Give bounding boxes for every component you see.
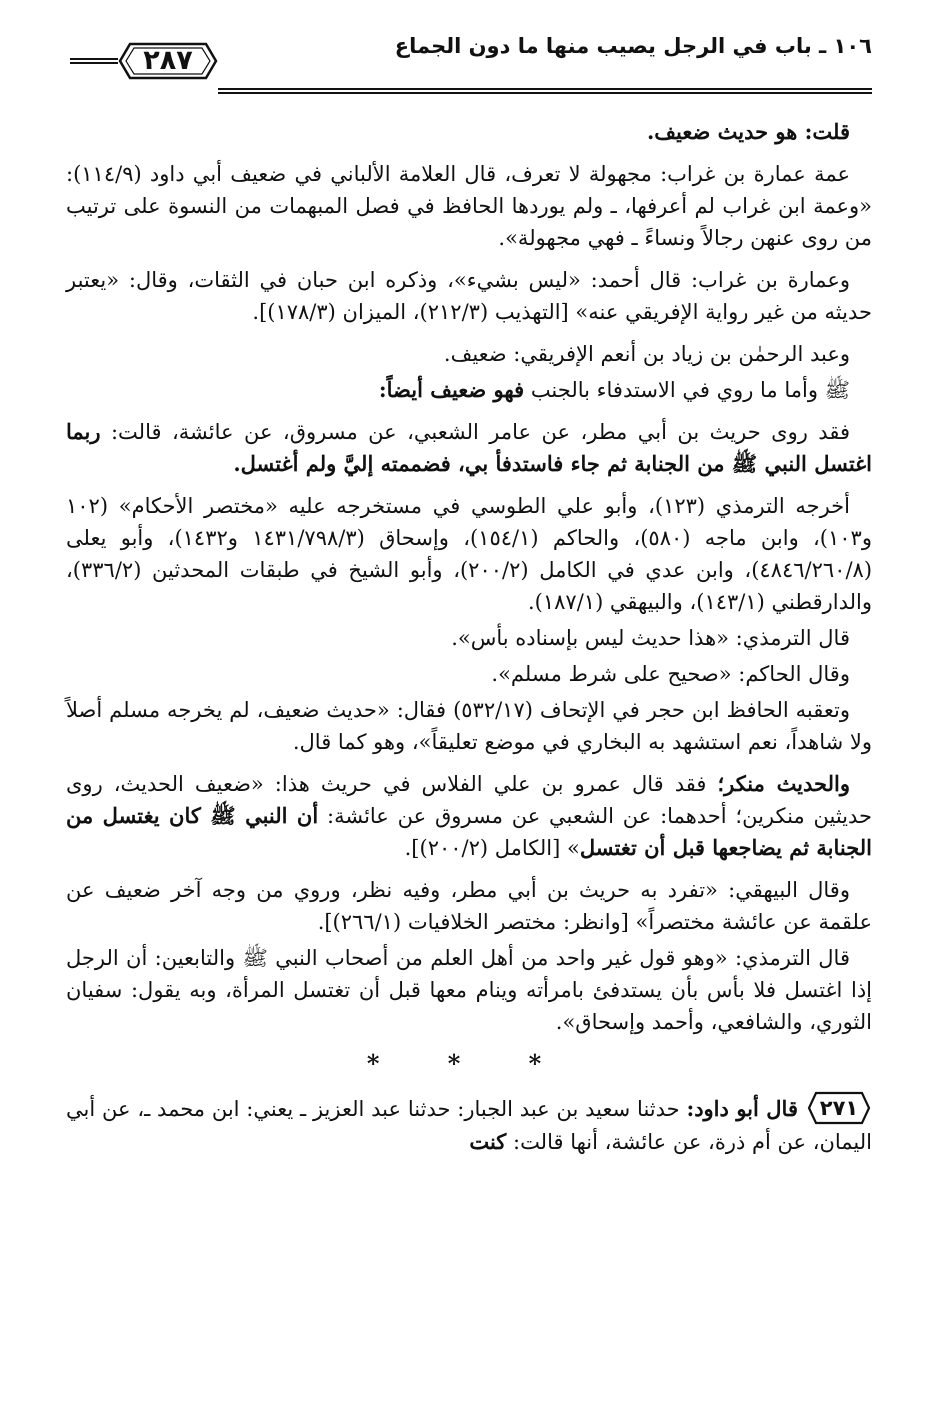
paragraph [66,768,872,864]
isnad-text: فقد روى حريث بن أبي مطر، عن عامر الشعبي، عن مسروق، عن عائشة، قالت: [100,420,850,444]
chapter-title: ١٠٦ ـ باب في الرجل يصيب منها ما دون الجماع [394,34,872,58]
paragraph: وقال البيهقي: «تفرد به حريث بن أبي مطر، وفيه نظر، وروي من وجه آخر ضعيف عن علقمة عن عائشة مختصراً» [وانظر: مختصر الخلافيات (٢٦٦/١)]. [66,878,872,934]
hadith-number-badge [806,1090,872,1126]
hadith-number: ٢٧١ [819,1096,859,1120]
paragraph [66,416,872,480]
page-header [70,30,872,92]
hadith-paragraph [66,1090,872,1158]
paragraph: قال الترمذي: «وهو قول غير واحد من أهل العلم من أصحاب النبي ﷺ والتابعين: أن الرجل إذا اغتسل فلا بأس بأن يستدفئ بامرأته وينام معها قبل أن تغتسل المرأة، وبه يقول: سفيان الثوري، والشافعي، وأحمد وإسحاق». [66,946,872,1034]
narrator-label: قال أبو داود: [686,1096,798,1121]
takhrij-paragraph: أخرجه الترمذي (١٢٣)، وأبو علي الطوسي في مستخرجه عليه «مختصر الأحكام» (١٠٢ و١٠٣)، وابن ماجه (٥٨٠)، والحاكم (١٥٤/١)، وإسحاق (١٤٣١/٧٩٨/٣ و١٤٣٢)، وأبو يعلى (٤٨٤٦/٢٦٠/٨)، وابن عدي في الكامل (٢٠٠/٢)، وأبو الشيخ في طبقات المحدثين (٣٣٦/٢)، والدارقطني (١٤٣/١)، والبيهقي (١٨٧/١). [66,494,873,614]
munkar-text: فقد قال عمرو بن علي الفلاس في حريث هذا: «ضعيف الحديث، روى حديثين منكرين؛ أحدهما: عن الشعبي عن مسروق عن عائشة: [66,772,872,828]
intro-text: ﷺ وأما ما روي في الاستدفاء بالجنب [524,378,850,402]
munkar-label: والحديث منكر؛ [717,771,850,796]
paragraph: وعبد الرحمٰن بن زياد بن أنعم الإفريقي: ضعيف. [443,342,850,366]
section-intro [66,374,872,406]
header-rule-left [70,58,118,64]
reference-text: » [الكامل (٢٠٠/٢)]. [404,836,580,860]
page-number-badge [116,40,220,82]
paragraph: وعمارة بن غراب: قال أحمد: «ليس بشيء»، وذكره ابن حبان في الثقات، وقال: «يعتبر حديثه من غير رواية الإفريقي عنه» [التهذيب (٢١٢/٣)، الميزان (١٧٨/٣)]. [66,268,872,324]
header-rule-right [218,88,872,94]
paragraph: وقال الحاكم: «صحيح على شرط مسلم». [491,662,850,686]
hadith-matn: أن النبي ﷺ كان يغتسل من الجنابة ثم يضاجعها قبل أن تغتسل [66,803,872,860]
matn-start: كنت [469,1129,507,1154]
paragraph: وتعقبه الحافظ ابن حجر في الإتحاف (٥٣٢/١٧) فقال: «حديث ضعيف، لم يخرجه مسلم أصلاً ولا شاهداً، نعم استشهد به البخاري في موضع تعليقاً»، وهو كما قال. [66,698,872,754]
section-separator: * * * [366,1049,572,1078]
paragraph: عمة عمارة بن غراب: مجهولة لا تعرف، قال العلامة الألباني في ضعيف أبي داود (١١٤/٩): «وعمة ابن غراب لم أعرفها، ـ ولم يوردها الحافظ في فصل المبهمات من النسوة على ترتيب من روى عنهن رجالاً ونساءً ـ فهي مجهولة». [66,162,872,250]
page-body [66,116,872,1168]
page-number: ٢٨٧ [143,45,193,76]
hadith-matn: ربما اغتسل النبي ﷺ من الجنابة ثم جاء فاستدفأ بي، فضممته إليَّ ولم أغتسل. [66,419,872,476]
paragraph: قال الترمذي: «هذا حديث ليس بإسناده بأس». [451,626,850,650]
isnad-text: حدثنا سعيد بن عبد الجبار: حدثنا عبد العزيز ـ يعني: ابن محمد ـ، عن أبي اليمان، عن أم ذرة، عن عائشة، أنها قالت: [66,1097,872,1154]
intro-verdict: فهو ضعيف أيضاً: [378,377,525,402]
verdict-line: قلت: هو حديث ضعيف. [646,119,850,144]
